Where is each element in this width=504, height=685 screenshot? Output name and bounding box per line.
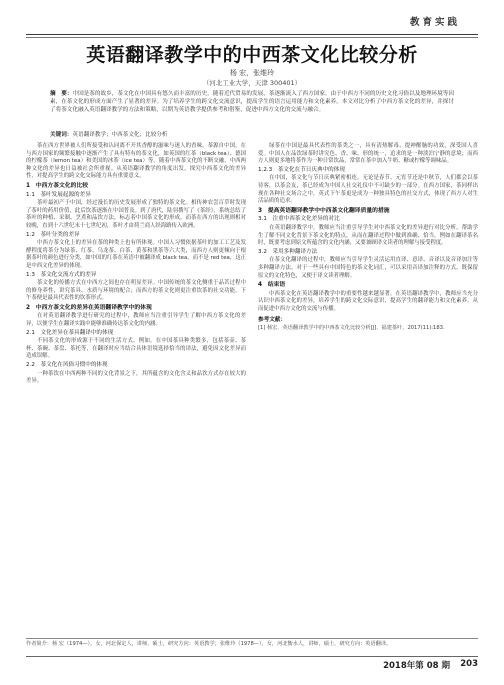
paragraph: 茶文化的传播方式在中西方之间也存在明显差异。中国传统的茶文化侧重于品茗过程中的修身养性，讲究茶具、水质与环境的配合；而西方的茶文化则更注重饮茶的社交功能，下午茶便是最具代表性的饮茶形式。 (26, 280, 246, 302)
authors: 杨 宏，张维玲 (229, 69, 275, 77)
page-footer (26, 656, 478, 670)
section-heading: 3 提高英语翻译教学中中西茶文化翻译质量的措施 (258, 207, 390, 214)
keywords-text: 英语翻译教学；中西茶文化；比较分析 (72, 132, 168, 138)
section-heading: 1 中西方茶文化的比较 (26, 182, 89, 189)
paragraph: 在对英语翻译教学进行研究的过程中，教师应当注重引导学生了解中西方茶文化的差异，以便学生在翻译实践中能够准确传达茶文化的内涵。 (26, 313, 246, 328)
abstract (50, 90, 454, 115)
section-heading: 2 中西方茶文化的差异在英语翻译教学中的体现 (26, 304, 152, 311)
subsection-heading: 1.1 茶叶发展起源的差异 (26, 191, 91, 198)
subsection-heading: 2.1 文化差异在茶具翻译中的体现 (26, 329, 114, 336)
paragraph: 在中国，茶文化与节日庆典紧密相连。无论是春节、元宵节还是中秋节，人们都会以茶待客，以茶会友，茶已经成为中国人社交礼仪中不可缺少的一部分。在西方国家，茶同样出现在各种社交场合之中，英式下午茶更是成为一种独具特色的社交方式，体现了西方人对生活品质的追求。 (258, 175, 478, 205)
page-header (0, 14, 504, 28)
footer-rule (26, 656, 478, 657)
issue-date: 2018年第 08 期 (383, 661, 450, 671)
section-heading: 4 结束语 (258, 282, 286, 289)
header-rule (26, 34, 478, 35)
subsection-heading: 3.2 采用多种翻译方法 (258, 248, 318, 255)
section-label: 教育实践 (409, 17, 460, 28)
references-heading: 参考文献： (258, 317, 286, 324)
reference-item: [1] 杨宏．英语翻译教学中的中西茶文化比较分析[J]．福建茶叶，2017(11):183. (258, 325, 445, 332)
paragraph: 绿茶在中国是最具代表性的茶类之一，具有清热解毒、提神醒脑的功效，深受国人喜爱。中国人在品饮绿茶时讲究色、香、味、形的统一，追求的是一种淡泊宁静的意境；而西方人则更多地将茶作为一种日常饮品，常常在茶中加入牛奶、糖或柠檬等调味品。 (258, 143, 478, 165)
subsection-heading: 1.2 茶叶分类的差异 (26, 231, 80, 238)
keywords (50, 130, 454, 138)
paragraph: 茶在西方世界被人们所接受和认同离不开其香醇的滋味与迷人的香味。茶源自中国，在与西方国家的频繁接触中逐渐产生了具有特有的茶文化，如英国的红茶（black tea）、德国的柠檬茶（lemon tea）和美国的冰茶（ice tea）等。随着中西茶文化的不断交融，中西两种文化的差异也日益被社会所重视。从英语翻译教学的角度出发，探究中西茶文化的差异性，对提高学生的跨文化交际能力具有重要意义。 (26, 143, 246, 180)
author-footnote: 作者简介：杨 宏（1974—），女，河北保定人，讲师，硕士，研究方向：英语教学；张维玲（1978—），女，河北衡水人，讲师，硕士，研究方向：英语翻译。 (26, 638, 478, 648)
affiliation: （河北工业大学，天津 300401） (202, 79, 302, 87)
header-rule-thin (26, 37, 478, 38)
subsection-heading: 2.2 茶文化在风俗习惯中的体现 (26, 362, 108, 369)
subsection-heading: 1.3 茶文化交流方式的差异 (26, 271, 97, 278)
paragraph: 在英语翻译教学中，教师应当注重引导学生对中西茶文化的差异进行对比分析，帮助学生了解不同文化背景下茶文化的特点，从而在翻译过程中做到准确、恰当。例如在翻译茶名时，既要考虑到原文所蕴含的文化内涵，又要兼顾译文读者的理解与接受程度。 (258, 224, 478, 247)
abstract-label: 摘 要： (50, 91, 73, 97)
paragraph: 中西茶文化在英语翻译教学中的重要性越来越显著。在英语翻译教学中，教师应当充分认识中西茶文化的差异，培养学生的跨文化交际意识，提高学生的翻译能力和文化素养，从而促进中西方文化的交流与传播。 (258, 290, 478, 312)
abstract-text: 中国是茶的故乡，茶文化在中国具有悠久而丰富的历史，随着近代贸易的发展，茶逐渐流入了西方国家。由于中西方不同的历史文化习俗以及地理环境等因素，在茶文化的形成方面产生了显著的差异。为了培养学生的跨文化交流意识，提高学生的语言运用能力和文化素养，本文对比分析了中西方茶文化的差异，并探讨了将茶文化融入英语翻译教学的方法和策略，以期为英语教学提供参考和借鉴，促进中西方文化的交流与融合。 (50, 91, 454, 114)
subsection-heading: 3.1 注重中西茶文化差异的对比 (258, 216, 340, 223)
paragraph: 一种茶饮在中西两种不同的文化背景之下，其所蕴含的文化含义和品饮方式存在较大的差异。 (26, 370, 246, 385)
paragraph: 茶叶最初产于中国，经过漫长的历史发展形成了独特的茶文化。相传神农尝百草时发现了茶叶的药用价值，此后饮茶逐渐在中国普及。到了唐代，陆羽撰写了《茶经》，系统总结了茶叶的种植、采制、烹煮和品饮方法，标志着中国茶文化的形成。而茶在西方的出现则相对较晚，直到十六世纪末十七世纪初，茶叶才由荷兰商人经海路传入欧洲。 (26, 200, 246, 229)
body-column-right (258, 143, 478, 332)
body-column-left (26, 143, 246, 387)
subsection-heading: 1.2.3 茶文化在节日庆典中的体现 (258, 166, 345, 173)
keywords-label: 关键词： (50, 132, 73, 138)
page-number: 203 (460, 659, 478, 669)
paragraph: 中西方茶文化上的差异在茶的种类上也有所体现。中国人习惯依据茶叶的加工工艺及发酵程度将茶分为绿茶、红茶、乌龙茶、白茶、黄茶和黑茶等六大类，而西方人则更倾向于根据茶叶的颜色进行分类，如中国的红茶在英语中被翻译成 black tea，而不是 red tea，这正是中西文化差异的体现。 (26, 240, 246, 269)
paragraph: 在茶文化翻译的过程中，教师应当引导学生灵活运用直译、意译、音译以及音译加注等多种翻译方法。对于一些具有中国特色的茶文化词汇，可以采用音译加注释的方式，既保留原文的文化特色，又便于译文读者理解。 (258, 257, 478, 279)
article-title: 英语翻译教学中的中西茶文化比较分析 (86, 44, 418, 66)
paragraph: 不同茶文化的形成源于不同的生活方式。例如，在中国茶具种类繁多，包括茶壶、茶杯、茶碗、茶盘、茶托等，在翻译时应当结合具体语境选择恰当的译法，避免因文化差异而造成误解。 (26, 338, 246, 360)
